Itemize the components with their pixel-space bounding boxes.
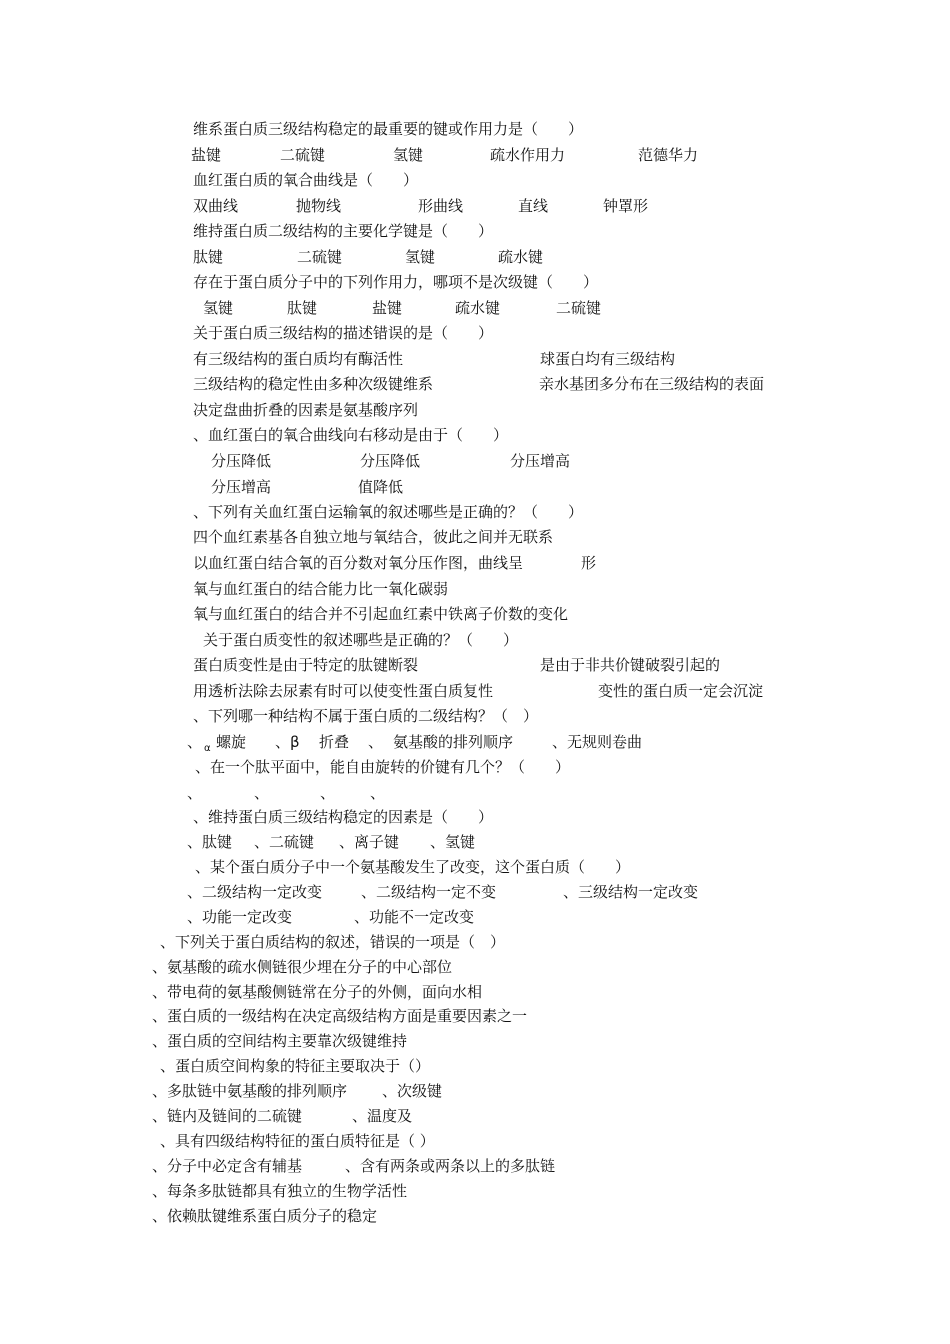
option-text: 分压降低 <box>360 452 421 470</box>
option-text: 形 <box>581 554 597 572</box>
option-text: 、β <box>275 733 300 751</box>
question-text: 维系蛋白质三级结构稳定的最重要的键或作用力是（ ） <box>193 120 584 138</box>
option-text: 二硫键 <box>556 299 602 317</box>
option-text: 、每条多肽链都具有独立的生物学活性 <box>152 1182 408 1200</box>
option-text: 决定盘曲折叠的因素是氨基酸序列 <box>193 401 419 419</box>
option-text: 螺旋 <box>216 733 247 751</box>
option-text: 、二级结构一定改变 <box>187 883 323 901</box>
option-text: 双曲线 <box>193 197 239 215</box>
option-text: 、依赖肽键维系蛋白质分子的稳定 <box>152 1207 378 1225</box>
option-text: 折叠 <box>319 733 350 751</box>
options-line <box>0 730 643 754</box>
option-text: 四个血红素基各自独立地与氧结合，彼此之间并无联系 <box>193 528 554 546</box>
option-text: 二硫键 <box>280 146 326 164</box>
question-text: 、在一个肽平面中，能自由旋转的价键有几个？（ ） <box>195 758 571 776</box>
option-text: 氢键 <box>203 299 234 317</box>
question-text: 血红蛋白质的氧合曲线是（ ） <box>193 171 419 189</box>
option-text: 氨基酸的排列顺序 <box>393 733 514 751</box>
option-text: 疏水作用力 <box>490 146 566 164</box>
option-text: 范德华力 <box>638 146 699 164</box>
option-text: 亲水基团多分布在三级结构的表面 <box>539 375 765 393</box>
option-text: 肽键 <box>193 248 224 266</box>
alpha-symbol: α <box>204 743 211 754</box>
option-text: 、多肽链中氨基酸的排列顺序 <box>152 1082 348 1100</box>
option-text: 、二硫键 <box>254 833 315 851</box>
option-text: 蛋白质变性是由于特定的肽键断裂 <box>193 656 419 674</box>
option-text: 钟罩形 <box>603 197 649 215</box>
option-text: 、肽键 <box>187 833 233 851</box>
question-text: 存在于蛋白质分子中的下列作用力，哪项不是次级键（ ） <box>193 273 599 291</box>
option-text: 是由于非共价键破裂引起的 <box>540 656 721 674</box>
option-text: 、三级结构一定改变 <box>563 883 699 901</box>
option-text: 二硫键 <box>297 248 343 266</box>
option-text: 三级结构的稳定性由多种次级键维系 <box>193 375 434 393</box>
option-text: 氧与血红蛋白的结合能力比一氧化碳弱 <box>193 580 449 598</box>
option-marker: 、 <box>370 784 386 802</box>
option-text: 、含有两条或两条以上的多肽链 <box>345 1157 556 1175</box>
option-text: 、蛋白质的一级结构在决定高级结构方面是重要因素之一 <box>152 1007 528 1025</box>
question-text: 、某个蛋白质分子中一个氨基酸发生了改变，这个蛋白质（ ） <box>195 858 631 876</box>
option-text: 抛物线 <box>296 197 342 215</box>
option-text: 氧与血红蛋白的结合并不引起血红素中铁离子价数的变化 <box>193 605 569 623</box>
option-text: 、氢键 <box>430 833 476 851</box>
option-text: 、氨基酸的疏水侧链很少埋在分子的中心部位 <box>152 958 453 976</box>
option-text: 疏水键 <box>498 248 544 266</box>
option-text: 、分子中必定含有辅基 <box>152 1157 303 1175</box>
question-text: 、下列关于蛋白质结构的叙述，错误的一项是（ ） <box>160 933 506 951</box>
option-text: 球蛋白均有三级结构 <box>540 350 676 368</box>
option-text: 盐键 <box>372 299 403 317</box>
option-text: 、链内及链间的二硫键 <box>152 1107 303 1125</box>
option-marker: 、 <box>320 784 336 802</box>
option-text: 分压降低 <box>211 452 272 470</box>
option-text: 盐键 <box>191 146 222 164</box>
option-marker: 、 <box>368 733 384 751</box>
question-text: 、下列有关血红蛋白运输氧的叙述哪些是正确的？（ ） <box>193 503 584 521</box>
option-text: 、功能一定改变 <box>187 908 293 926</box>
option-text: 变性的蛋白质一定会沉淀 <box>598 682 764 700</box>
option-text: 、蛋白质的空间结构主要靠次级键维持 <box>152 1032 408 1050</box>
option-text: 形曲线 <box>418 197 464 215</box>
option-text: 氢键 <box>405 248 436 266</box>
option-marker: 、 <box>187 784 203 802</box>
option-text: 分压增高 <box>211 478 272 496</box>
question-text: 、蛋白质空间构象的特征主要取决于（） <box>160 1057 431 1075</box>
option-text: 直线 <box>518 197 549 215</box>
option-text: 有三级结构的蛋白质均有酶活性 <box>193 350 404 368</box>
option-text: 用透析法除去尿素有时可以使变性蛋白质复性 <box>193 682 494 700</box>
option-marker: 、 <box>187 733 203 751</box>
question-text: 关于蛋白质变性的叙述哪些是正确的？（ ） <box>203 631 519 649</box>
question-text: 、维持蛋白质三级结构稳定的因素是（ ） <box>193 808 494 826</box>
question-text: 、下列哪一种结构不属于蛋白质的二级结构？（ ） <box>193 707 539 725</box>
option-marker: 、 <box>254 784 270 802</box>
option-text: 、离子键 <box>339 833 400 851</box>
option-text: 、次级键 <box>382 1082 443 1100</box>
option-text: 疏水键 <box>455 299 501 317</box>
question-text: 关于蛋白质三级结构的描述错误的是（ ） <box>193 324 494 342</box>
option-text: 肽键 <box>287 299 318 317</box>
question-text: 、血红蛋白的氧合曲线向右移动是由于（ ） <box>193 426 509 444</box>
option-text: 、功能不一定改变 <box>354 908 475 926</box>
option-text: 、二级结构一定不变 <box>361 883 497 901</box>
option-text: 氢键 <box>393 146 424 164</box>
option-text: 、无规则卷曲 <box>552 733 643 751</box>
option-text: 分压增高 <box>510 452 571 470</box>
option-text: 值降低 <box>358 478 404 496</box>
option-text: 、温度及 <box>352 1107 413 1125</box>
option-text: 以血红蛋白结合氧的百分数对氧分压作图，曲线呈 <box>193 554 524 572</box>
option-text: 、带电荷的氨基酸侧链常在分子的外侧，面向水相 <box>152 983 483 1001</box>
question-text: 维持蛋白质二级结构的主要化学键是（ ） <box>193 222 494 240</box>
question-text: 、具有四级结构特征的蛋白质特征是（ ） <box>160 1132 435 1150</box>
